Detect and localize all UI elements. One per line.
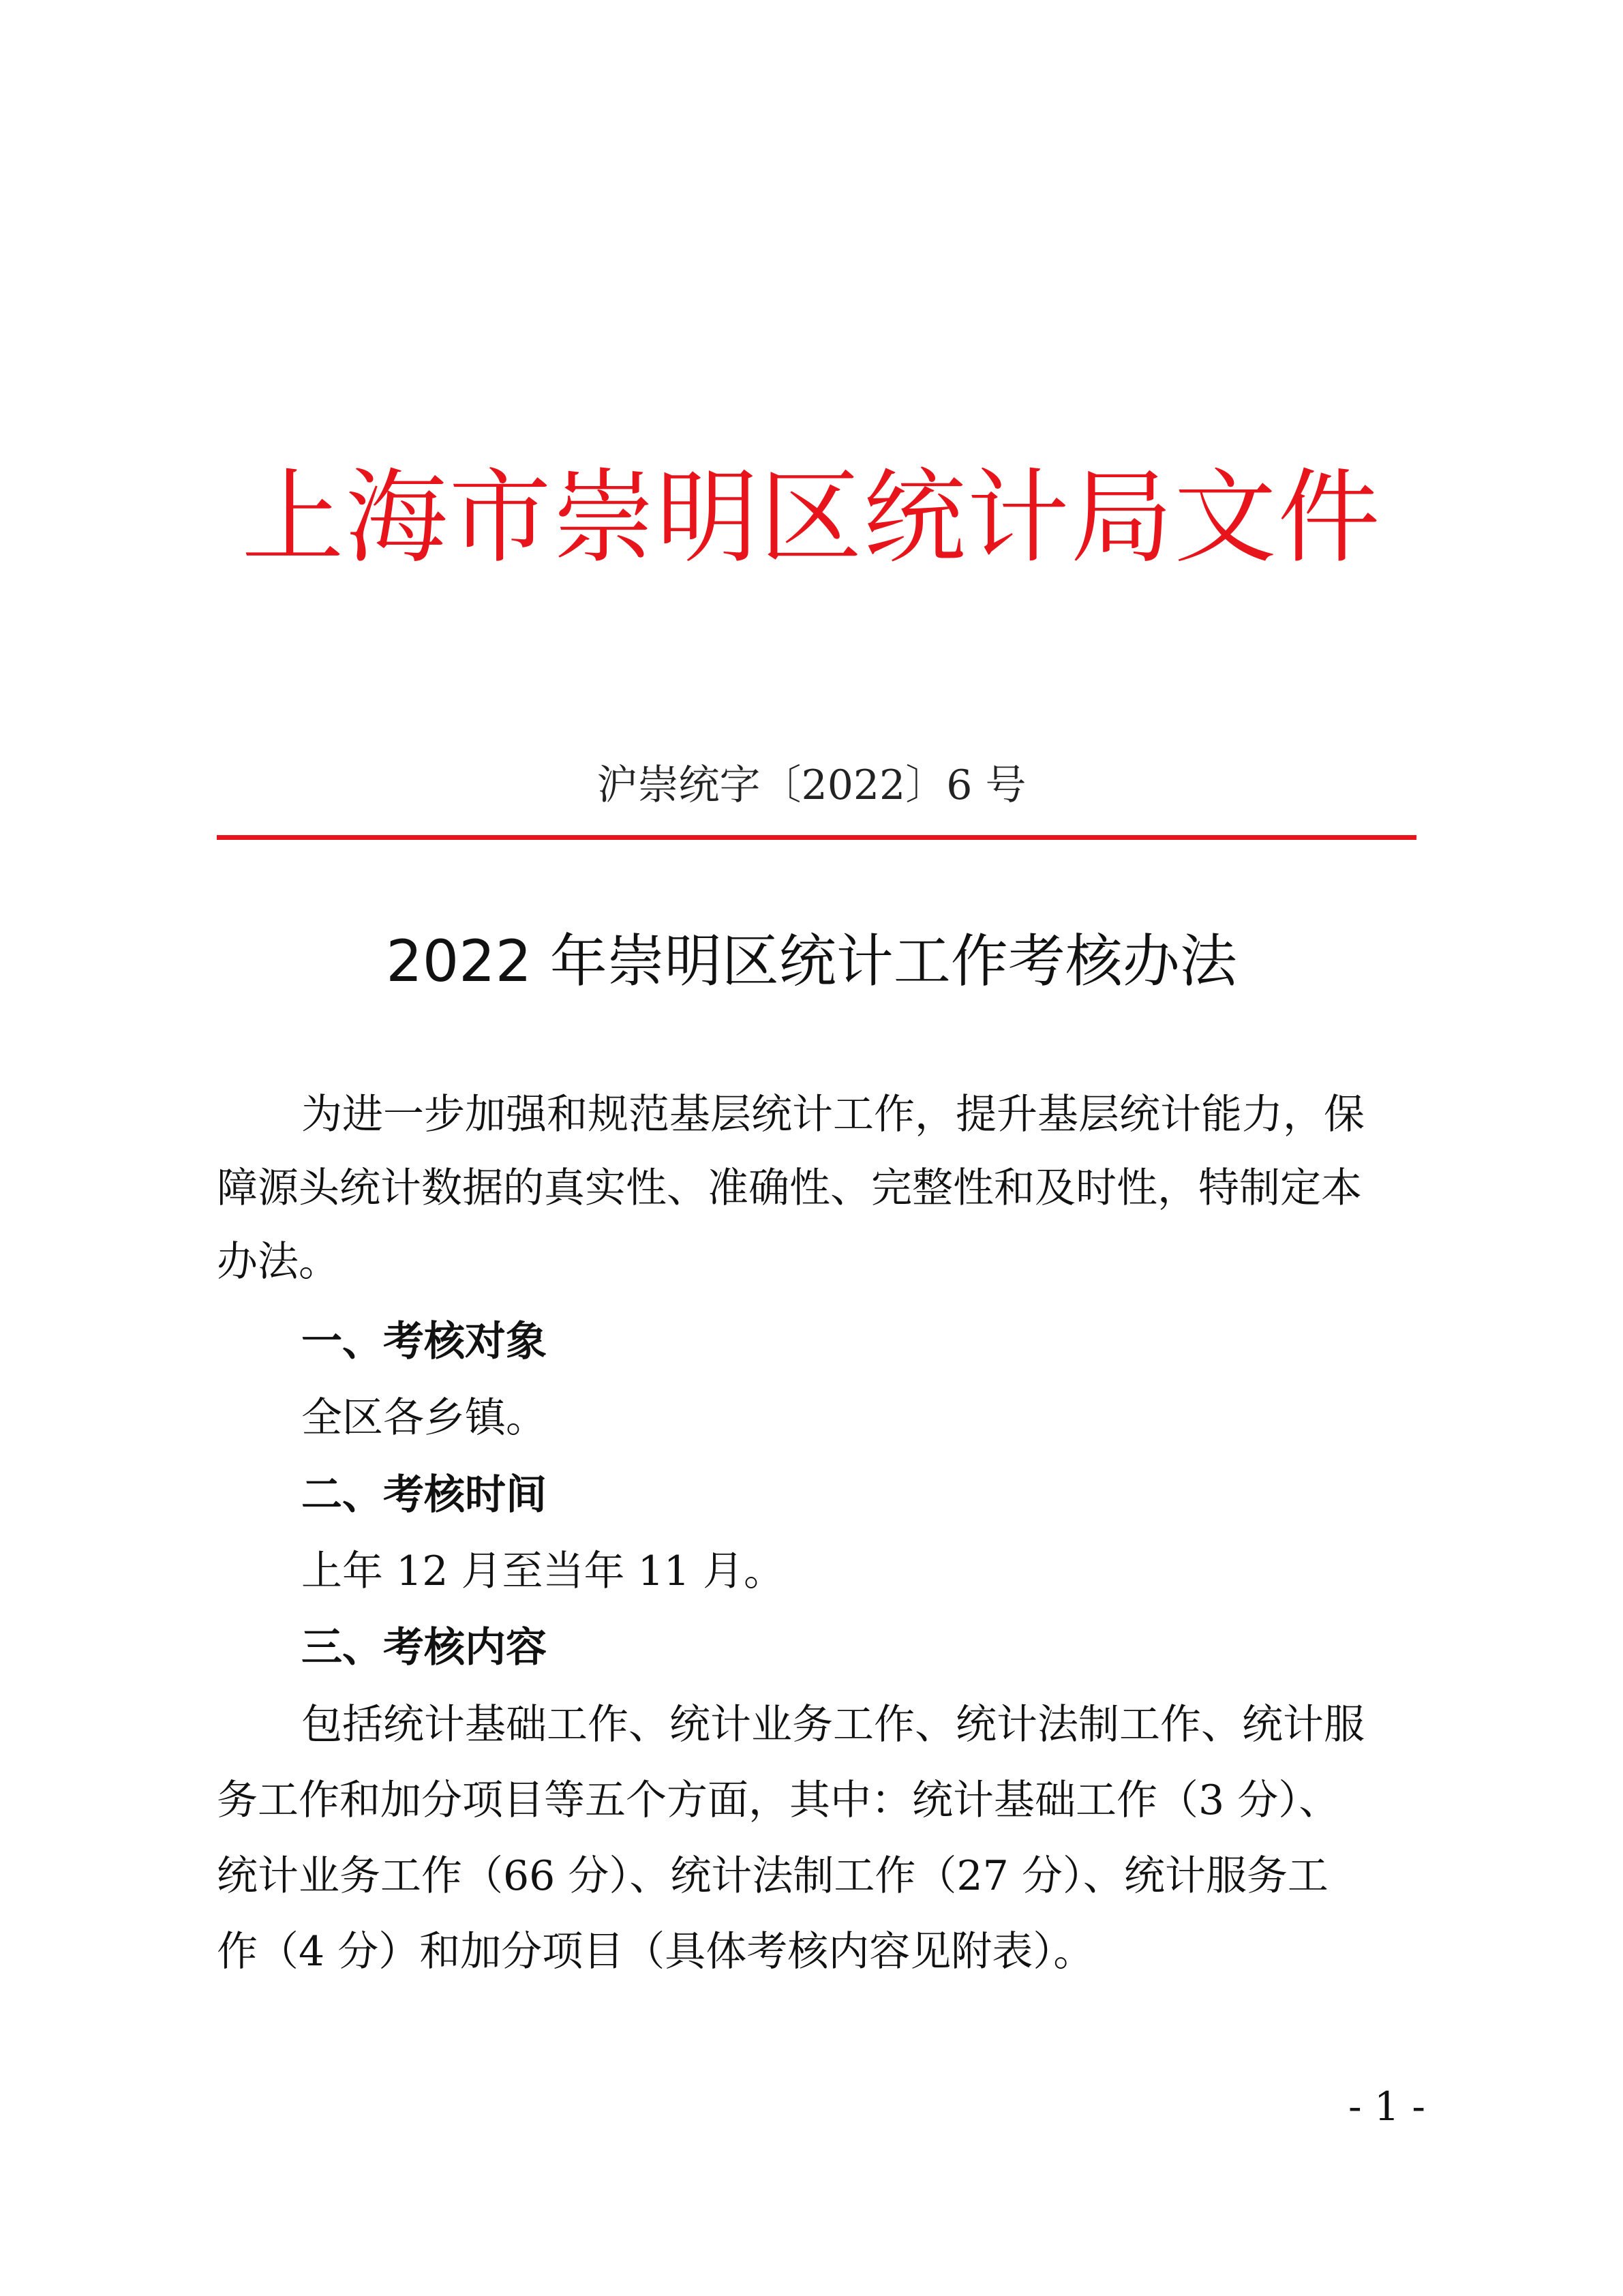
section-3-line-1: 包括统计基础工作、统计业务工作、统计法制工作、统计服 — [301, 1701, 1365, 1749]
section-2-line-1: 上年 12 月至当年 11 月。 — [301, 1547, 785, 1595]
intro-line-2: 障源头统计数据的真实性、准确性、完整性和及时性，特制定本 — [217, 1164, 1362, 1212]
document-title: 2022 年崇明区统计工作考核办法 — [386, 928, 1237, 995]
intro-line-1: 为进一步加强和规范基层统计工作，提升基层统计能力，保 — [301, 1091, 1365, 1138]
section-heading-3: 三、考核内容 — [301, 1624, 547, 1672]
page-number: - 1 - — [1348, 2083, 1425, 2130]
section-3-line-3: 统计业务工作（66 分）、统计法制工作（27 分）、统计服务工 — [217, 1852, 1329, 1900]
section-3-line-2: 务工作和加分项目等五个方面，其中：统计基础工作（3 分）、 — [217, 1777, 1340, 1824]
section-heading-2: 二、考核时间 — [301, 1471, 547, 1519]
section-3-line-4: 作（4 分）和加分项目（具体考核内容见附表）。 — [217, 1928, 1095, 1976]
section-heading-1: 一、考核对象 — [301, 1318, 547, 1365]
document-number: 沪崇统字〔2022〕6 号 — [596, 761, 1027, 809]
red-divider-line — [217, 835, 1416, 840]
intro-line-3: 办法。 — [217, 1238, 339, 1286]
agency-header-title: 上海市崇明区统计局文件 — [241, 459, 1382, 577]
section-1-line-1: 全区各乡镇。 — [301, 1394, 547, 1442]
